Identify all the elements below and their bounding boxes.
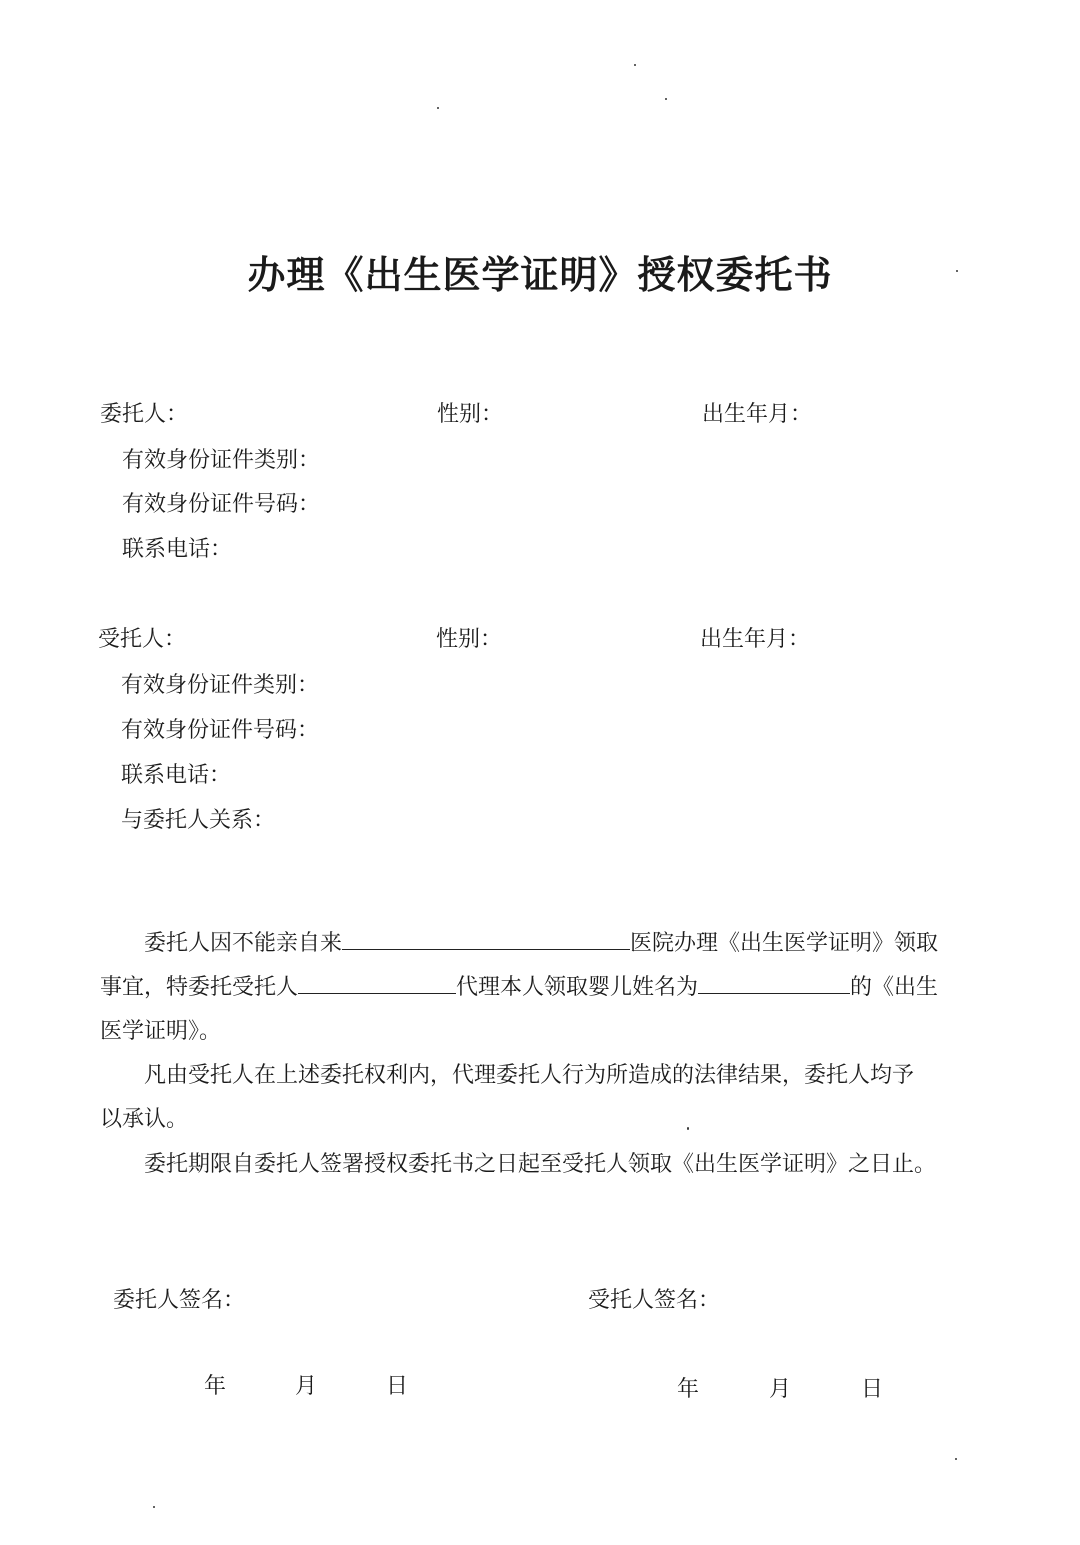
liability-paragraph <box>100 1054 970 1142</box>
text-fragment: 医学证明》。 <box>100 1019 222 1044</box>
text-fragment: 委托人因不能亲自来 <box>144 931 343 956</box>
agent-name-blank[interactable] <box>298 971 456 994</box>
principal-date-month: 月 <box>295 1374 318 1399</box>
principal-gender-label: 性别： <box>437 402 504 427</box>
scan-speck <box>153 1506 155 1508</box>
scan-speck <box>955 1458 957 1460</box>
principal-birth-label: 出生年月： <box>702 402 813 427</box>
agent-relation-label: 与委托人关系： <box>121 808 276 833</box>
scan-speck <box>634 64 636 66</box>
agent-gender-label: 性别： <box>436 627 503 652</box>
principal-id-type-label: 有效身份证件类别： <box>122 448 321 473</box>
hospital-blank[interactable] <box>342 927 630 950</box>
scan-speck <box>437 107 439 109</box>
paragraph-line-2 <box>100 966 970 1010</box>
text-fragment: 事宜，特委托受托人 <box>100 975 299 1000</box>
document-title: 办理《出生医学证明》授权委托书 <box>247 253 833 297</box>
agent-date-day: 日 <box>861 1377 884 1402</box>
term-paragraph <box>100 1143 970 1187</box>
agent-date-month: 月 <box>769 1377 792 1402</box>
text-fragment: 凡由受托人在上述委托权利内，代理委托人行为所造成的法律结果，委托人均予 <box>144 1063 915 1088</box>
agent-id-type-label: 有效身份证件类别： <box>121 673 320 698</box>
agent-phone-label: 联系电话： <box>121 763 232 788</box>
text-fragment: 代理本人领取婴儿姓名为 <box>456 975 699 1000</box>
scan-speck <box>956 270 958 272</box>
agent-name-label: 受托人： <box>98 627 187 652</box>
agent-birth-label: 出生年月： <box>700 627 811 652</box>
agent-id-number-label: 有效身份证件号码： <box>121 718 320 743</box>
paragraph-line-1 <box>100 922 970 966</box>
principal-name-label: 委托人： <box>100 402 189 427</box>
principal-id-number-label: 有效身份证件号码： <box>122 492 321 517</box>
principal-date-day: 日 <box>386 1374 409 1399</box>
baby-name-blank[interactable] <box>698 971 850 994</box>
paragraph-line-3 <box>100 1010 970 1054</box>
agent-date-year: 年 <box>677 1377 700 1402</box>
principal-date-year: 年 <box>204 1374 227 1399</box>
scan-speck <box>665 98 667 100</box>
agent-signature-label: 受托人签名： <box>588 1288 721 1313</box>
principal-phone-label: 联系电话： <box>122 537 233 562</box>
scan-speck <box>687 1127 689 1130</box>
text-fragment: 以承认。 <box>100 1107 189 1132</box>
authorization-paragraph <box>100 922 970 1054</box>
text-fragment: 的《出生 <box>850 975 939 1000</box>
principal-signature-label: 委托人签名： <box>113 1288 246 1313</box>
text-fragment: 委托期限自委托人签署授权委托书之日起至受托人领取《出生医学证明》之日止。 <box>144 1152 937 1177</box>
text-fragment: 医院办理《出生医学证明》领取 <box>630 931 939 956</box>
